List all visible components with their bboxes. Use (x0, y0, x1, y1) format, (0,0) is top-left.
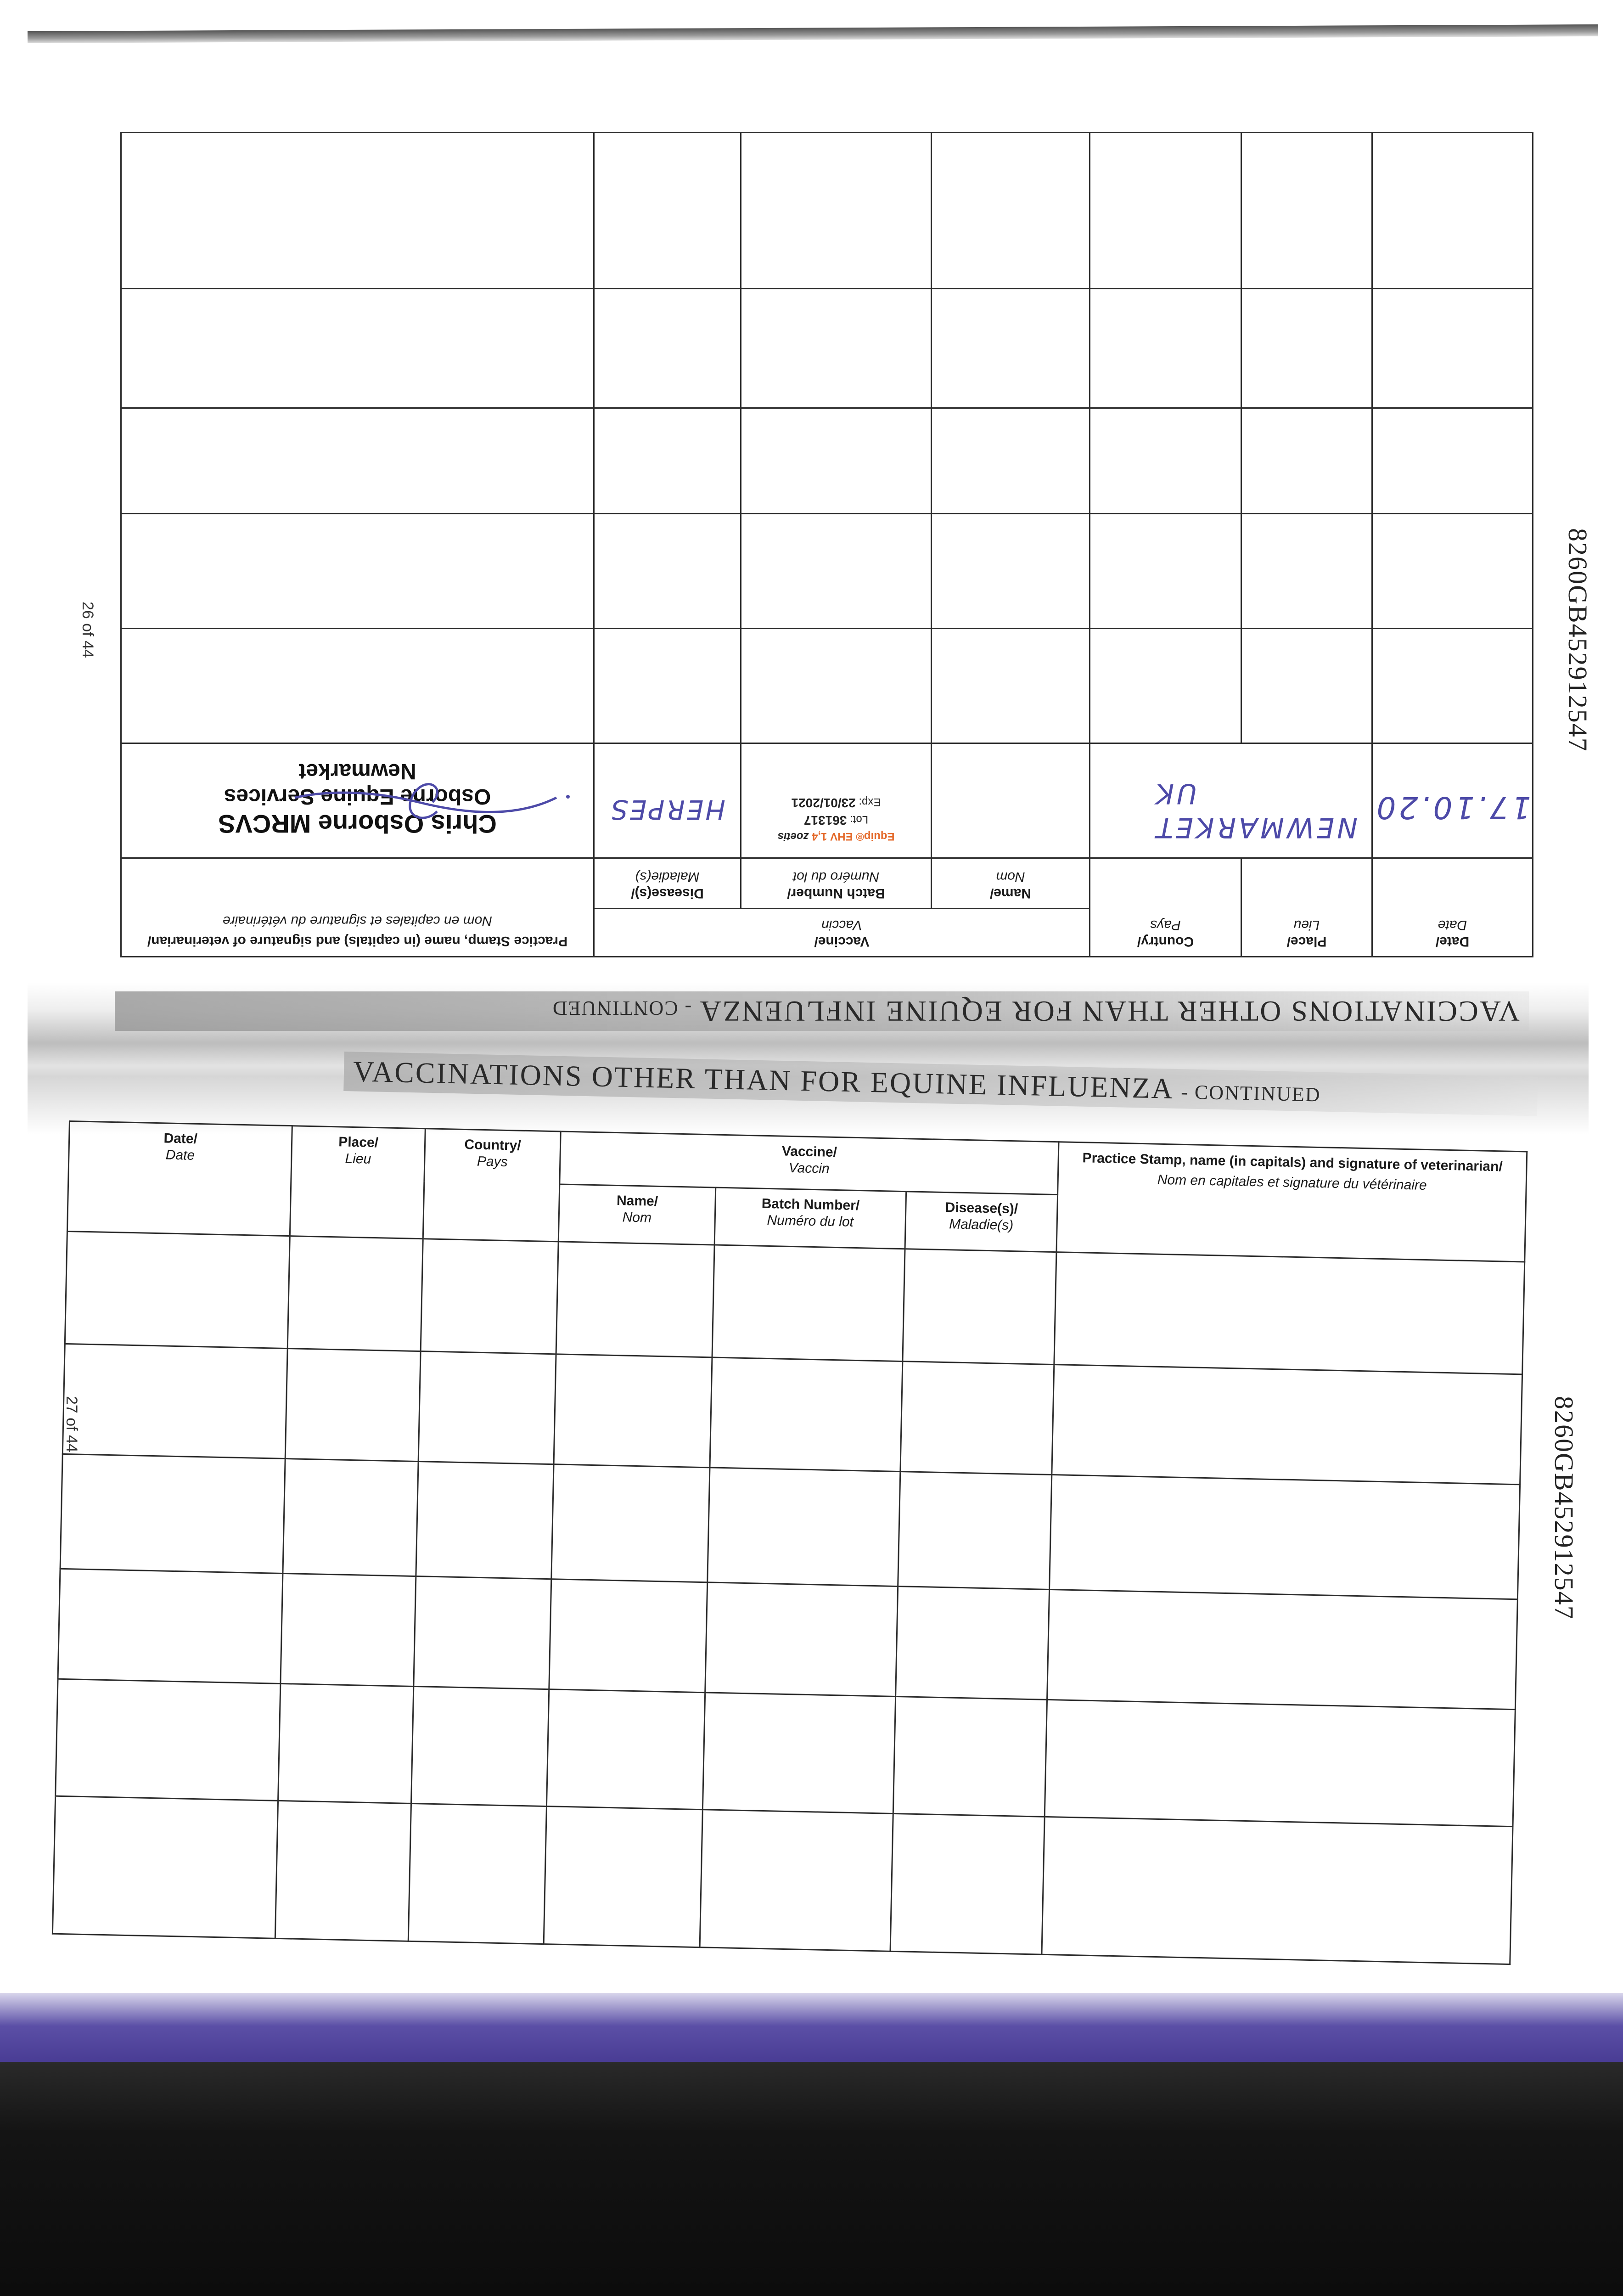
header-practice-stamp: Practice Stamp, name (in capitals) and signature of veterinarian/ Nom en capitales et signature du vétérinaire (121, 858, 594, 957)
stamp-vet-name: Chris Osborne MRCVS (218, 810, 497, 838)
table-row (121, 133, 1533, 289)
entry-country: UK (1153, 777, 1197, 810)
entry-vaccine-name (932, 743, 1090, 858)
table-row (121, 743, 1533, 858)
vaccine-expiry: 23/01/2021 (791, 795, 856, 810)
vaccination-table-lower (52, 1120, 1526, 1964)
stamp-practice: Osborne Equine Services (224, 784, 491, 809)
vaccine-brand: Equip® EHV 1,4 (812, 830, 895, 843)
signature-scribble (281, 761, 575, 830)
entry-disease: HERPES (594, 743, 741, 858)
vaccine-maker: zoetis (777, 830, 809, 843)
page-number-upper: 26 of 44 (79, 602, 96, 658)
header-vaccine: Vaccine/ Vaccin (560, 1131, 1059, 1195)
header-batch: Batch Number/ Numéro du lot (714, 1187, 906, 1249)
scanner-background (0, 2062, 1623, 2296)
heading-text: VACCINATIONS OTHER THAN FOR EQUINE INFLUENZA (353, 1055, 1173, 1105)
entry-place-country (1090, 743, 1372, 858)
heading-suffix: - CONTINUED (1180, 1080, 1321, 1106)
stamp-location: Newmarket (298, 759, 416, 783)
entry-date: 17.10.20 (1372, 743, 1533, 858)
heading-suffix: - CONTINUED (551, 997, 692, 1019)
header-batch: Batch Number/ Numéro du lot (741, 858, 932, 909)
entry-place: NEWMARKET (1153, 811, 1358, 844)
header-country: Country/ Pays (1090, 858, 1241, 957)
table-row (121, 629, 1533, 743)
header-name: Name/ Nom (558, 1184, 716, 1245)
header-disease: Disease(s)/ Maladie(s) (905, 1192, 1058, 1252)
header-country: Country/ Pays (423, 1129, 561, 1242)
header-name: Name/ Nom (932, 858, 1090, 909)
header-place: Place/ Lieu (290, 1126, 425, 1239)
table-row (121, 514, 1533, 629)
table-row (121, 289, 1533, 408)
header-date: Date/ Date (67, 1121, 292, 1236)
heading-text: VACCINATIONS OTHER THAN FOR EQUINE INFLUENZA (700, 995, 1520, 1028)
vaccination-table-upper (122, 133, 1533, 957)
entry-batch-label: Equip® EHV 1,4 zoetis Lot: 361317 Exp: 23/01/2021 (741, 743, 932, 858)
header-place: Place/ Lieu (1241, 858, 1372, 957)
header-practice-stamp: Practice Stamp, name (in capitals) and signature of veterinarian/ Nom en capitales et signature du vétérinaire (1056, 1142, 1527, 1262)
cover-edge (0, 1993, 1623, 2066)
header-vaccine: Vaccine/ Vaccin (594, 909, 1090, 957)
vaccine-lot: 361317 (803, 813, 847, 827)
table-row (121, 408, 1533, 514)
page-number-lower: 27 of 44 (63, 1396, 80, 1452)
entry-practice-stamp (121, 743, 594, 858)
document-id-lower: 8260GB452912547 (1549, 1396, 1579, 1620)
header-date: Date/ Date (1372, 858, 1533, 957)
document-id-upper: 8260GB452912547 (1563, 528, 1593, 752)
header-disease: Disease(s)/ Maladie(s) (594, 858, 741, 909)
section-heading-upper (115, 994, 1529, 1031)
scan-top-edge (28, 24, 1598, 43)
